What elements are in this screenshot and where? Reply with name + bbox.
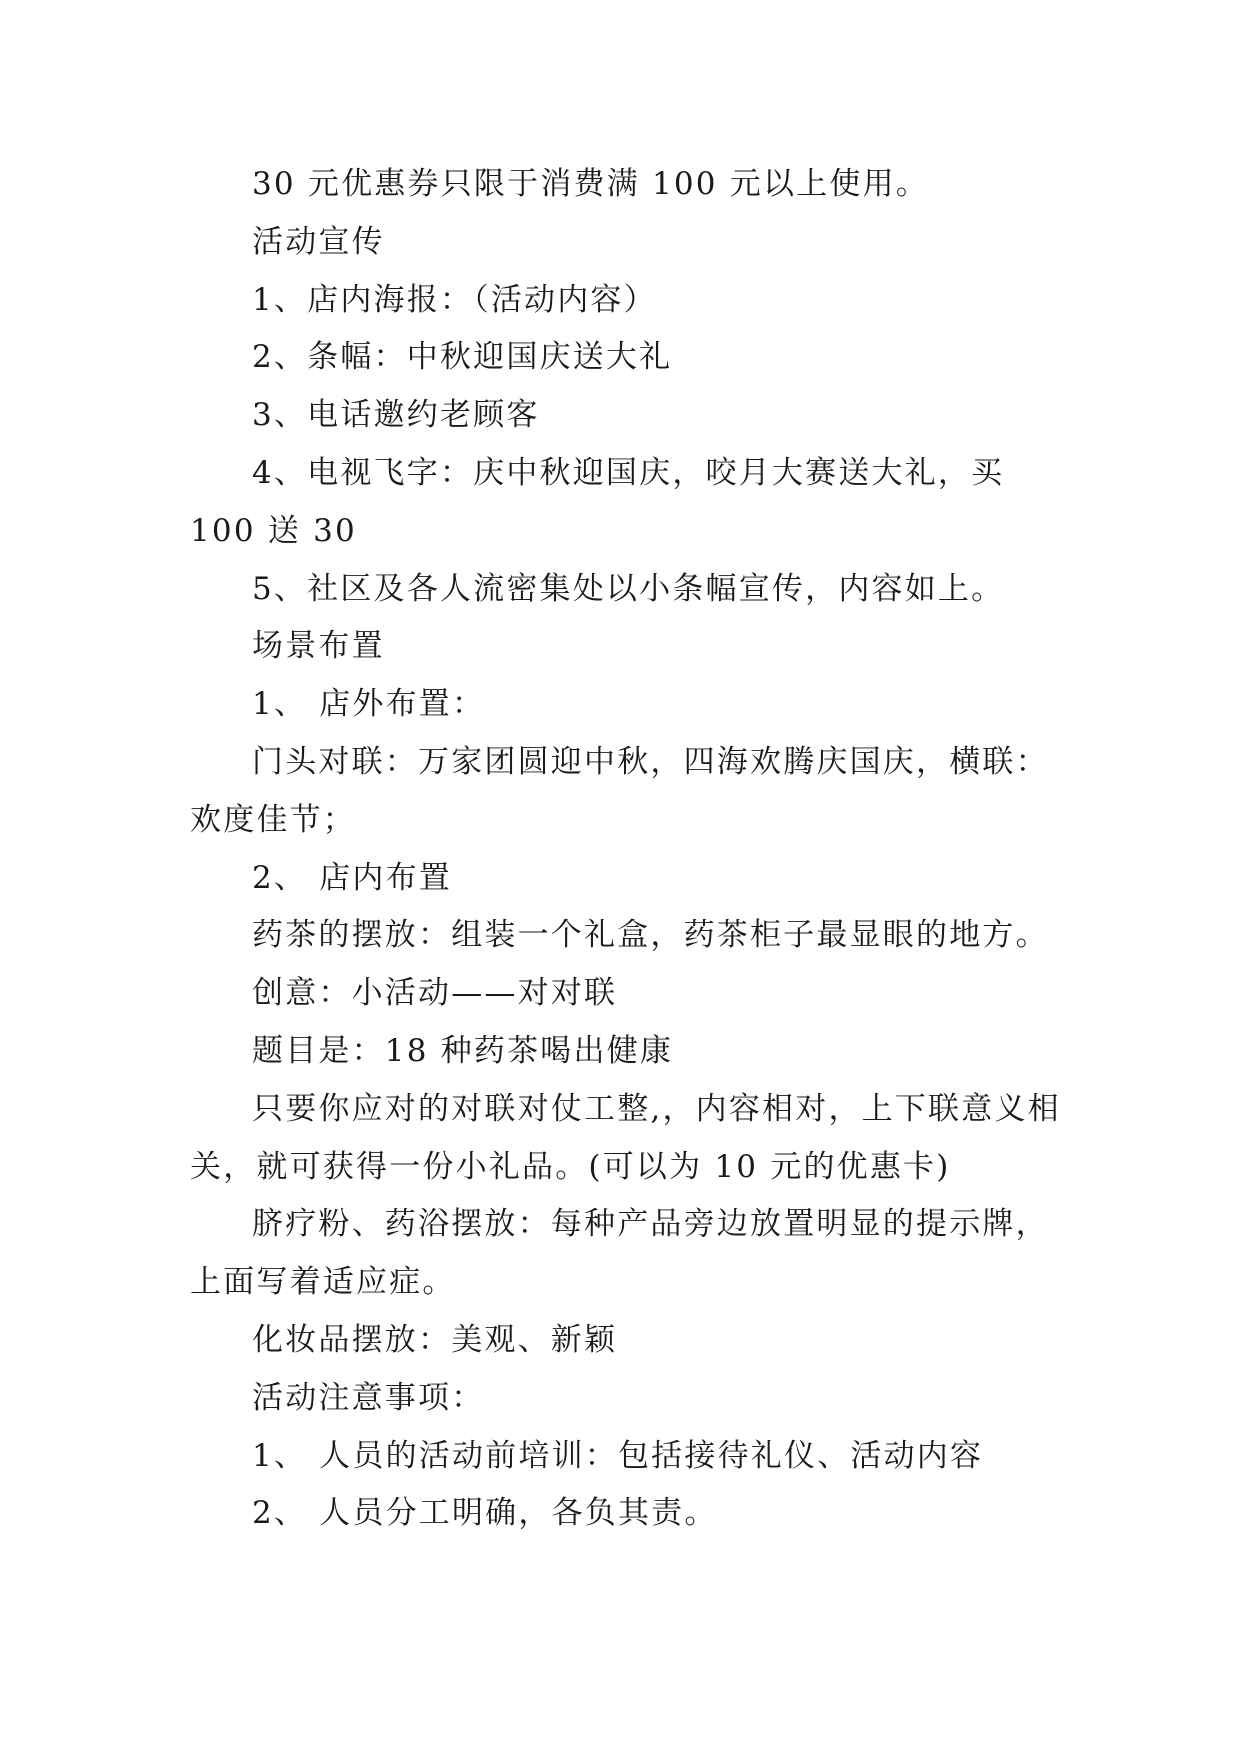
paragraph-cosmetics: 化妆品摆放：美观、新颖 [252, 1321, 618, 1358]
paragraph-couplet: 门头对联：万家团圆迎中秋，四海欢腾庆国庆，横联：欢度佳节； [190, 743, 1049, 838]
paragraph-idea: 创意：小活动——对对联 [252, 975, 618, 1012]
list-item: 1、店内海报：（活动内容） [252, 281, 657, 318]
list-item: 1、 店外布置： [252, 686, 486, 723]
document-body [190, 156, 1070, 1543]
list-item: 2、条幅：中秋迎国庆送大礼 [252, 339, 673, 376]
paragraph-reward: 只要你应对的对联对仗工整,，内容相对，上下联意义相关，就可获得一份小礼品。(可以为 10 元的优惠卡) [190, 1090, 1061, 1185]
list-item: 2、 店内布置 [252, 859, 452, 896]
paragraph-tea-display: 药茶的摆放：组装一个礼盒，药茶柜子最显眼的地方。 [252, 917, 1049, 954]
heading-promotion: 活动宣传 [252, 223, 385, 260]
list-item: 1、 人员的活动前培训：包括接待礼仪、活动内容 [252, 1437, 984, 1474]
paragraph-coupon-rule: 30 元优惠券只限于消费满 100 元以上使用。 [252, 166, 929, 202]
list-item: 5、社区及各人流密集处以小条幅宣传，内容如上。 [252, 570, 1005, 607]
paragraph-topic: 题目是：18 种药茶喝出健康 [252, 1032, 674, 1069]
list-item: 4、电视飞字：庆中秋迎国庆，咬月大赛送大礼，买 100 送 30 [190, 454, 1005, 549]
paragraph-product-display: 脐疗粉、药浴摆放：每种产品旁边放置明显的提示牌，上面写着适应症。 [190, 1206, 1049, 1301]
list-item: 2、 人员分工明确，各负其责。 [252, 1495, 718, 1532]
heading-scene-layout: 场景布置 [252, 628, 385, 665]
list-item: 3、电话邀约老顾客 [252, 397, 540, 434]
heading-notes: 活动注意事项： [252, 1379, 485, 1416]
